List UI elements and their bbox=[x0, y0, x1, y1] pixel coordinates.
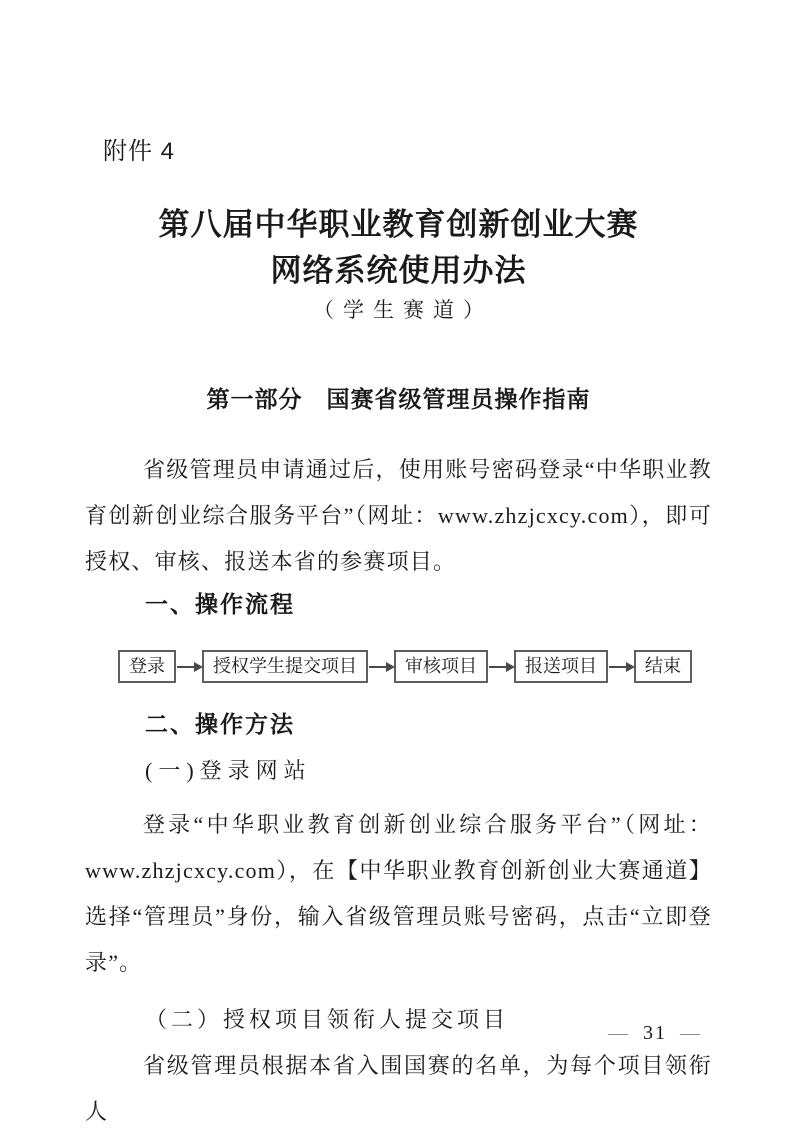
right-arrow-icon bbox=[609, 666, 633, 668]
document-title-line-2: 网络系统使用办法 bbox=[270, 253, 527, 288]
right-arrow-icon bbox=[369, 666, 393, 668]
section-heading-method: 二、操作方法 bbox=[145, 711, 295, 737]
section-heading-process: 一、操作流程 bbox=[145, 591, 295, 617]
flow-step-review-projects: 审核项目 bbox=[394, 650, 488, 683]
page-number-value: 31 bbox=[643, 1022, 667, 1044]
sub-heading-authorize-leader: （二）授权项目领衔人提交项目 bbox=[145, 1007, 510, 1032]
sub-heading-login-website: (一)登录网站 bbox=[145, 758, 312, 783]
document-title-line-1: 第八届中华职业教育创新创业大赛 bbox=[158, 207, 639, 242]
login-paragraph: 登录“中华职业教育创新创业综合服务平台”（网址：www.zhzjcxcy.com），在【中华职业教育创新创业大赛通道】选择“管理员”身份，输入省级管理员账号密码，点击“立即登录”。 bbox=[85, 812, 712, 975]
flow-step-authorize-students: 授权学生提交项目 bbox=[202, 650, 368, 683]
right-arrow-icon bbox=[177, 666, 201, 668]
page-number-dash-left: — bbox=[608, 1022, 630, 1044]
intro-paragraph: 省级管理员申请通过后，使用账号密码登录“中华职业教育创新创业综合服务平台”（网址：www.zhzjcxcy.com），即可授权、审核、报送本省的参赛项目。 bbox=[85, 457, 712, 574]
flow-step-submit-projects: 报送项目 bbox=[514, 650, 608, 683]
part-one-heading: 第一部分 国赛省级管理员操作指南 bbox=[206, 386, 591, 412]
attachment-label: 附件 4 bbox=[103, 138, 176, 165]
right-arrow-icon bbox=[489, 666, 513, 668]
subtitle-student-track: （学生赛道） bbox=[313, 298, 493, 322]
flow-step-login: 登录 bbox=[118, 650, 176, 683]
process-flowchart bbox=[118, 650, 692, 683]
authorize-paragraph: 省级管理员根据本省入围国赛的名单，为每个项目领衔人 bbox=[85, 1053, 712, 1124]
flow-step-end: 结束 bbox=[634, 650, 692, 683]
document-title bbox=[85, 202, 712, 294]
page-number bbox=[608, 1022, 702, 1045]
page-number-dash-right: — bbox=[680, 1022, 702, 1044]
